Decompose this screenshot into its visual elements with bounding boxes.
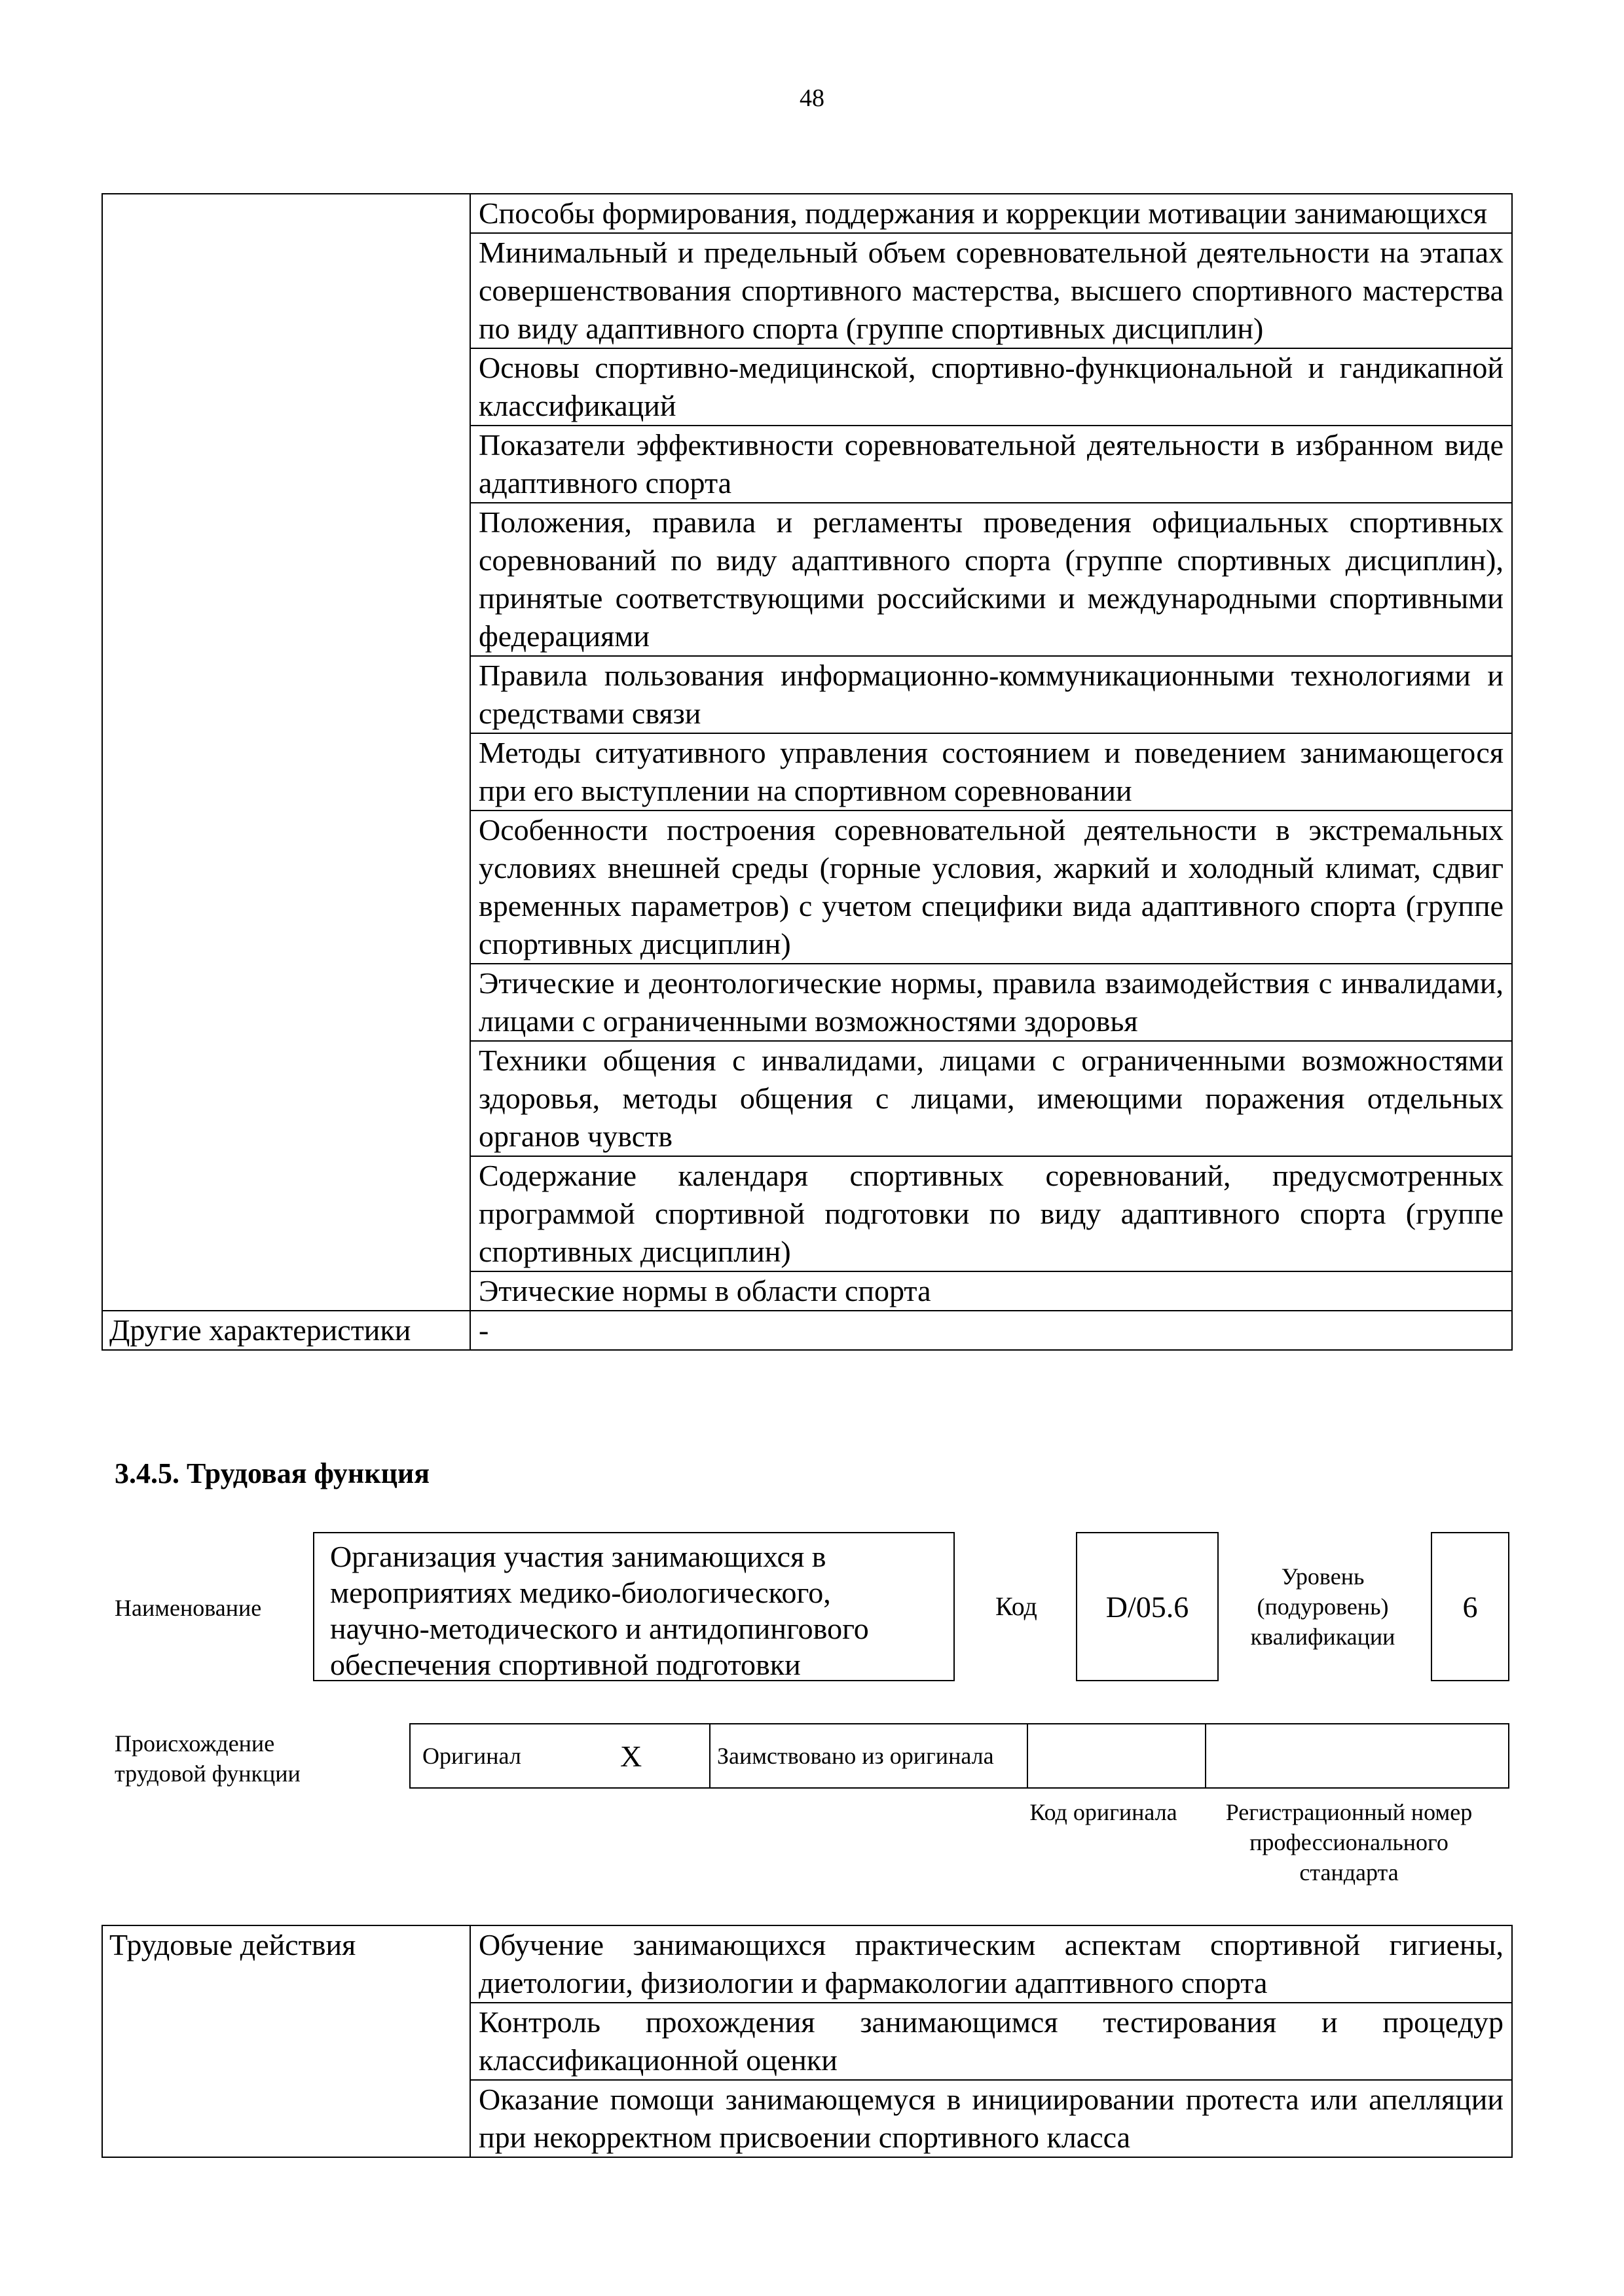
action-item: Обучение занимающихся практическим аспектам спортивной гигиены, диетологии, физиологии и фармакологии адаптивного спорта [470, 1925, 1512, 2003]
function-name-box: Организация участия занимающихся в мероприятиях медико-биологического, научно-методического и антидопингового обеспечения спортивной подготовки [313, 1532, 955, 1681]
original-label: Оригинал [410, 1724, 619, 1788]
knowledge-item: Минимальный и предельный объем соревновательной деятельности на этапах совершенствования спортивного мастерства, высшего спортивного мастерства по виду адаптивного спорта (группе спортивных дисциплин) [470, 233, 1512, 348]
other-characteristics-value: - [470, 1311, 1512, 1350]
action-item: Оказание помощи занимающемуся в инициировании протеста или апелляции при некорректном присвоении спортивного класса [470, 2080, 1512, 2157]
knowledge-item: Этические и деонтологические нормы, правила взаимодействия с инвалидами, лицами с ограниченными возможностями здоровья [470, 964, 1512, 1041]
knowledge-item: Положения, правила и регламенты проведения официальных спортивных соревнований по виду адаптивного спорта (группе спортивных дисциплин), принятые соответствующими российскими и международными спортивными федерациями [470, 503, 1512, 656]
origin-table [409, 1723, 1509, 1789]
knowledge-item: Особенности построения соревновательной деятельности в экстремальных условиях внешней среды (горные условия, жаркий и холодный климат, сдвиг временных параметров) с учетом специфики вида адаптивного спорта (группе спортивных дисциплин) [470, 811, 1512, 964]
knowledge-item: Этические нормы в области спорта [470, 1271, 1512, 1311]
original-code-label: Код оригинала [1029, 1799, 1177, 1825]
reg-number-label: Регистрационный номер профессионального стандарта [1225, 1799, 1473, 1886]
knowledge-item: Методы ситуативного управления состоянием и поведением занимающегося при его выступлении на спортивном соревновании [470, 733, 1512, 811]
original-mark: X [619, 1724, 710, 1788]
borrowed-label: Заимствовано из оригинала [710, 1724, 1027, 1788]
knowledge-item: Показатели эффективности соревновательной деятельности в избранном виде адаптивного спорта [470, 426, 1512, 503]
knowledge-item: Содержание календаря спортивных соревнований, предусмотренных программой спортивной подготовки по виду адаптивного спорта (группе спортивных дисциплин) [470, 1156, 1512, 1271]
knowledge-item: Правила пользования информационно-коммуникационными технологиями и средствами связи [470, 656, 1512, 733]
knowledge-item: Техники общения с инвалидами, лицами с ограниченными возможностями здоровья, методы общения с лицами, имеющими поражения отдельных органов чувств [470, 1041, 1512, 1156]
reg-number-cell [1206, 1724, 1509, 1788]
knowledge-item: Способы формирования, поддержания и коррекции мотивации занимающихся [470, 194, 1512, 233]
action-item: Контроль прохождения занимающимся тестирования и процедур классификационной оценки [470, 2003, 1512, 2080]
knowledge-label-cell [102, 194, 470, 1311]
page-number: 48 [800, 84, 824, 112]
code-label: Код [995, 1592, 1037, 1621]
actions-label: Трудовые действия [102, 1925, 470, 2157]
actions-table [101, 1925, 1513, 2158]
level-box: 6 [1431, 1532, 1509, 1681]
knowledge-table [101, 193, 1513, 1351]
section-heading: 3.4.5. Трудовая функция [115, 1457, 430, 1489]
name-label: Наименование [115, 1595, 262, 1621]
level-label: Уровень (подуровень) квалификации [1250, 1563, 1395, 1650]
other-characteristics-label: Другие характеристики [102, 1311, 470, 1350]
code-box: D/05.6 [1076, 1532, 1219, 1681]
knowledge-item: Основы спортивно-медицинской, спортивно-функциональной и гандикапной классификаций [470, 348, 1512, 426]
original-code-cell [1027, 1724, 1206, 1788]
origin-label: Происхождение трудовой функции [115, 1730, 301, 1787]
